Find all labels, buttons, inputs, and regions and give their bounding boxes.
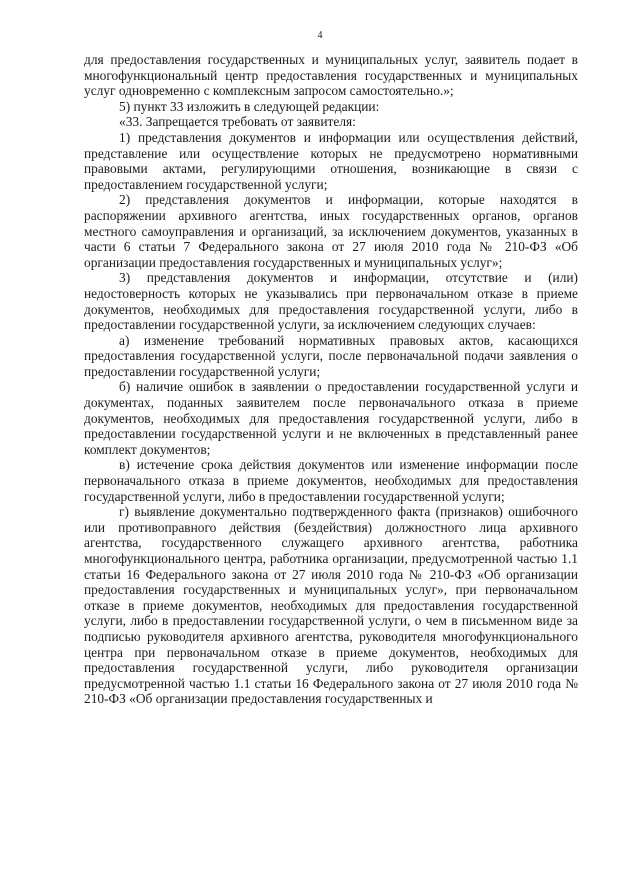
- document-body: [84, 52, 578, 707]
- paragraph-case-v: в) истечение срока действия документов или изменение информации после первоначального отказа в приеме документов, необходимых для предоставления государственной услуги, либо в предоставлении государственной услуги;: [84, 457, 578, 504]
- paragraph-subitem-2: 2) представления документов и информации, которые находятся в распоряжении архивного агентства, иных государственных органов, органов местного самоуправления и организаций, за исключением документов, указанных в части 6 статьи 7 Федерального закона от 27 июля 2010 года № 210-ФЗ «Об организации предоставления государственных и муниципальных услуг»;: [84, 192, 578, 270]
- paragraph-subitem-1: 1) представления документов и информации или осуществления действий, представление или осуществление которых не предусмотрено нормативными правовыми актами, регулирующими отношения, возникающие в связи с предоставлением государственной услуги;: [84, 129, 578, 192]
- paragraph-item-5: 5) пункт 33 изложить в следующей редакции:: [119, 98, 380, 114]
- page-number: 4: [317, 30, 323, 41]
- paragraph-case-b: б) наличие ошибок в заявлении о предоставлении государственной услуги и документах, поданных заявителем после первоначального отказа в приеме документов, необходимых для предоставления государственной услуги, либо в предоставлении государственной услуги и не включенных в представленный ранее комплект документов;: [84, 379, 578, 457]
- paragraph-clause-33: «33. Запрещается требовать от заявителя:: [119, 114, 356, 130]
- paragraph-case-g: г) выявление документально подтвержденного факта (признаков) ошибочного или противоправного действия (бездействия) должностного лица архивного агентства, государственного служащего архивного агентства, работника многофункционального центра, работника организации, предусмотренной частью 1.1 статьи 16 Федерального закона от 27 июля 2010 года № 210-ФЗ «Об организации предоставления государственных и муниципальных услуг», при первоначальном отказе в приеме документов, необходимых для предоставления государственной услуги, либо в предоставлении государственной услуги, о чем в письменном виде за подписью руководителя архивного агентства, руководителя многофункционального центра при первоначальном отказе в приеме документов, необходимых для предоставления государственной услуги, либо руководителя организации предусмотренной частью 1.1 статьи 16 Федерального закона от 27 июля 2010 года № 210-ФЗ «Об организации предоставления государственных и: [84, 504, 578, 707]
- paragraph-continuation: для предоставления государственных и муниципальных услуг, заявитель подает в многофункциональный центр предоставления государственных и муниципальных услуг одновременно с комплексным запросом самостоятельно.»;: [84, 52, 578, 99]
- paragraph-case-a: а) изменение требований нормативных правовых актов, касающихся предоставления государственной услуги, после первоначальной подачи заявления о предоставлении государственной услуги;: [84, 332, 578, 379]
- paragraph-subitem-3: 3) представления документов и информации, отсутствие и (или) недостоверность которых не указывались при первоначальном отказе в приеме документов, необходимых для предоставления государственной услуги, либо в предоставлении государственной услуги, за исключением следующих случаев:: [84, 270, 578, 333]
